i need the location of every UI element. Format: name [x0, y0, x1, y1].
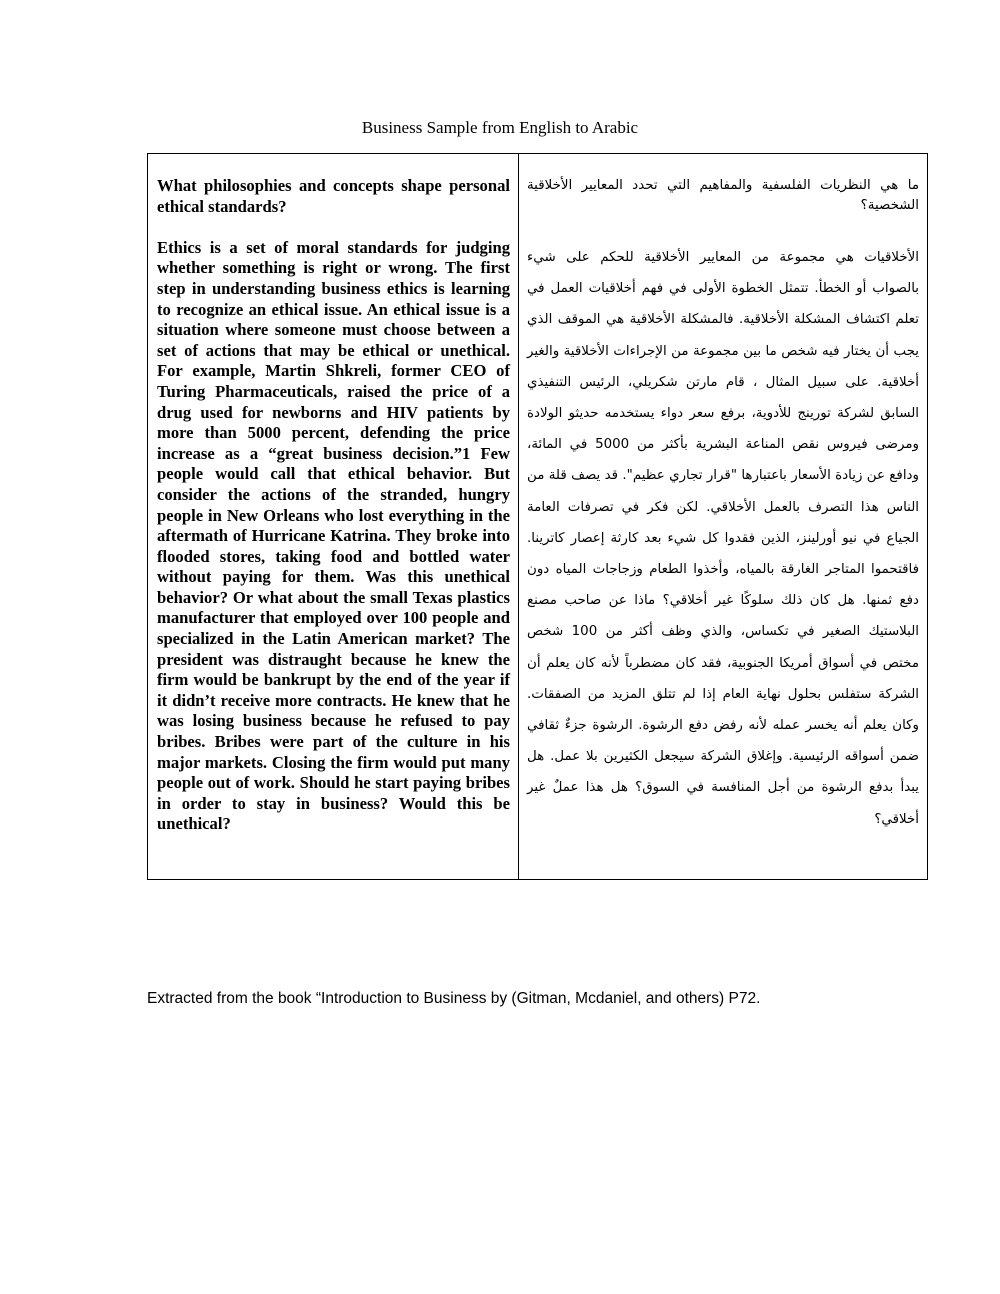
translation-table [147, 153, 928, 880]
english-paragraph: Ethics is a set of moral standards for judging whether something is right or wrong. The first step in understanding business ethics is learning to recognize an ethical issue. An ethical issue is a situation where someone must choose between a set of actions that may be ethical or unethical. For example, Martin Shkreli, former CEO of Turing Pharmaceuticals, raised the price of a drug used for newborns and HIV patients by more than 5000 percent, defending the price increase as a “great business decision.”1 Few people would call that ethical behavior. But consider the actions of the stranded, hungry people in New Orleans who lost everything in the aftermath of Hurricane Katrina. They broke into flooded stores, taking food and bottled water without paying for them. Was this unethical behavior? Or what about the small Texas plastics manufacturer that employed over 100 people and specialized in the Latin American market? The president was distraught because he knew the firm would be bankrupt by the end of the year if it didn’t receive more contracts. He knew that he was losing business because he refused to pay bribes. Bribes were part of the culture in his major markets. Closing the firm would put many people out of work. Should he start paying bribes in order to stay in business? Would this be unethical? [157, 237, 510, 834]
arabic-question: ما هي النظريات الفلسفية والمفاهيم التي تحدد المعايير الأخلاقية الشخصية؟ [527, 178, 919, 213]
english-column [148, 154, 519, 879]
english-question: What philosophies and concepts shape personal ethical standards? [157, 176, 510, 216]
arabic-column [519, 154, 927, 879]
arabic-paragraph: الأخلاقيات هي مجموعة من المعايير الأخلاقية للحكم على شيء بالصواب أو الخطأ. تتمثل الخطوة الأولى في فهم أخلاقيات العمل في تعلم اكتشاف المشكلة الأخلاقية. فالمشكلة الأخلاقية هي الموقف الذي يجب أن يختار فيه شخص ما بين مجموعة من الإجراءات الأخلاقية والغير أخلاقية. على سبيل المثال ، قام مارتن شكريلي، الرئيس التنفيذي السابق لشركة تورينج للأدوية، برفع سعر دواء يستخدمه حديثو الولادة ومرضى فيروس نقص المناعة البشرية بأكثر من 5000 في المائة، ودافع عن زيادة الأسعار باعتبارها "قرار تجاري عظيم". قد يصف قلة من الناس هذا التصرف بالعمل الأخلاقي. لكن فكر في تصرفات العامة الجياع في نيو أورلينز، الذين فقدوا كل شيء بعد كارثة إعصار كاترينا. فاقتحموا المتاجر الغارقة بالمياه، وأخذوا الطعام وزجاجات المياه دون دفع ثمنها. هل كان ذلك سلوكًا غير أخلاقي؟ ماذا عن صاحب مصنع البلاستيك الصغير في تكساس، والذي وظف أكثر من 100 شخص مختص في أسواق أمريكا الجنوبية، فقد كان مضطرباً لأنه كان يعلم أن الشركة ستفلس بحلول نهاية العام إذا لم تتلق المزيد من الصفقات. وكان يعلم أنه يخسر عمله لأنه رفض دفع الرشوة. الرشوة جزءٌ ثقافي ضمن أسواقه الرئيسية. وإغلاق الشركة سيجعل الكثيرين بلا عمل. هل يبدأ بدفع الرشوة من أجل المنافسة في السوق؟ هل هذا عملٌ غير أخلاقي؟ [527, 250, 919, 827]
source-citation: Extracted from the book “Introduction to Business by (Gitman, Mcdaniel, and others) P72. [147, 990, 761, 1007]
document-title: Business Sample from English to Arabic [361, 118, 639, 137]
